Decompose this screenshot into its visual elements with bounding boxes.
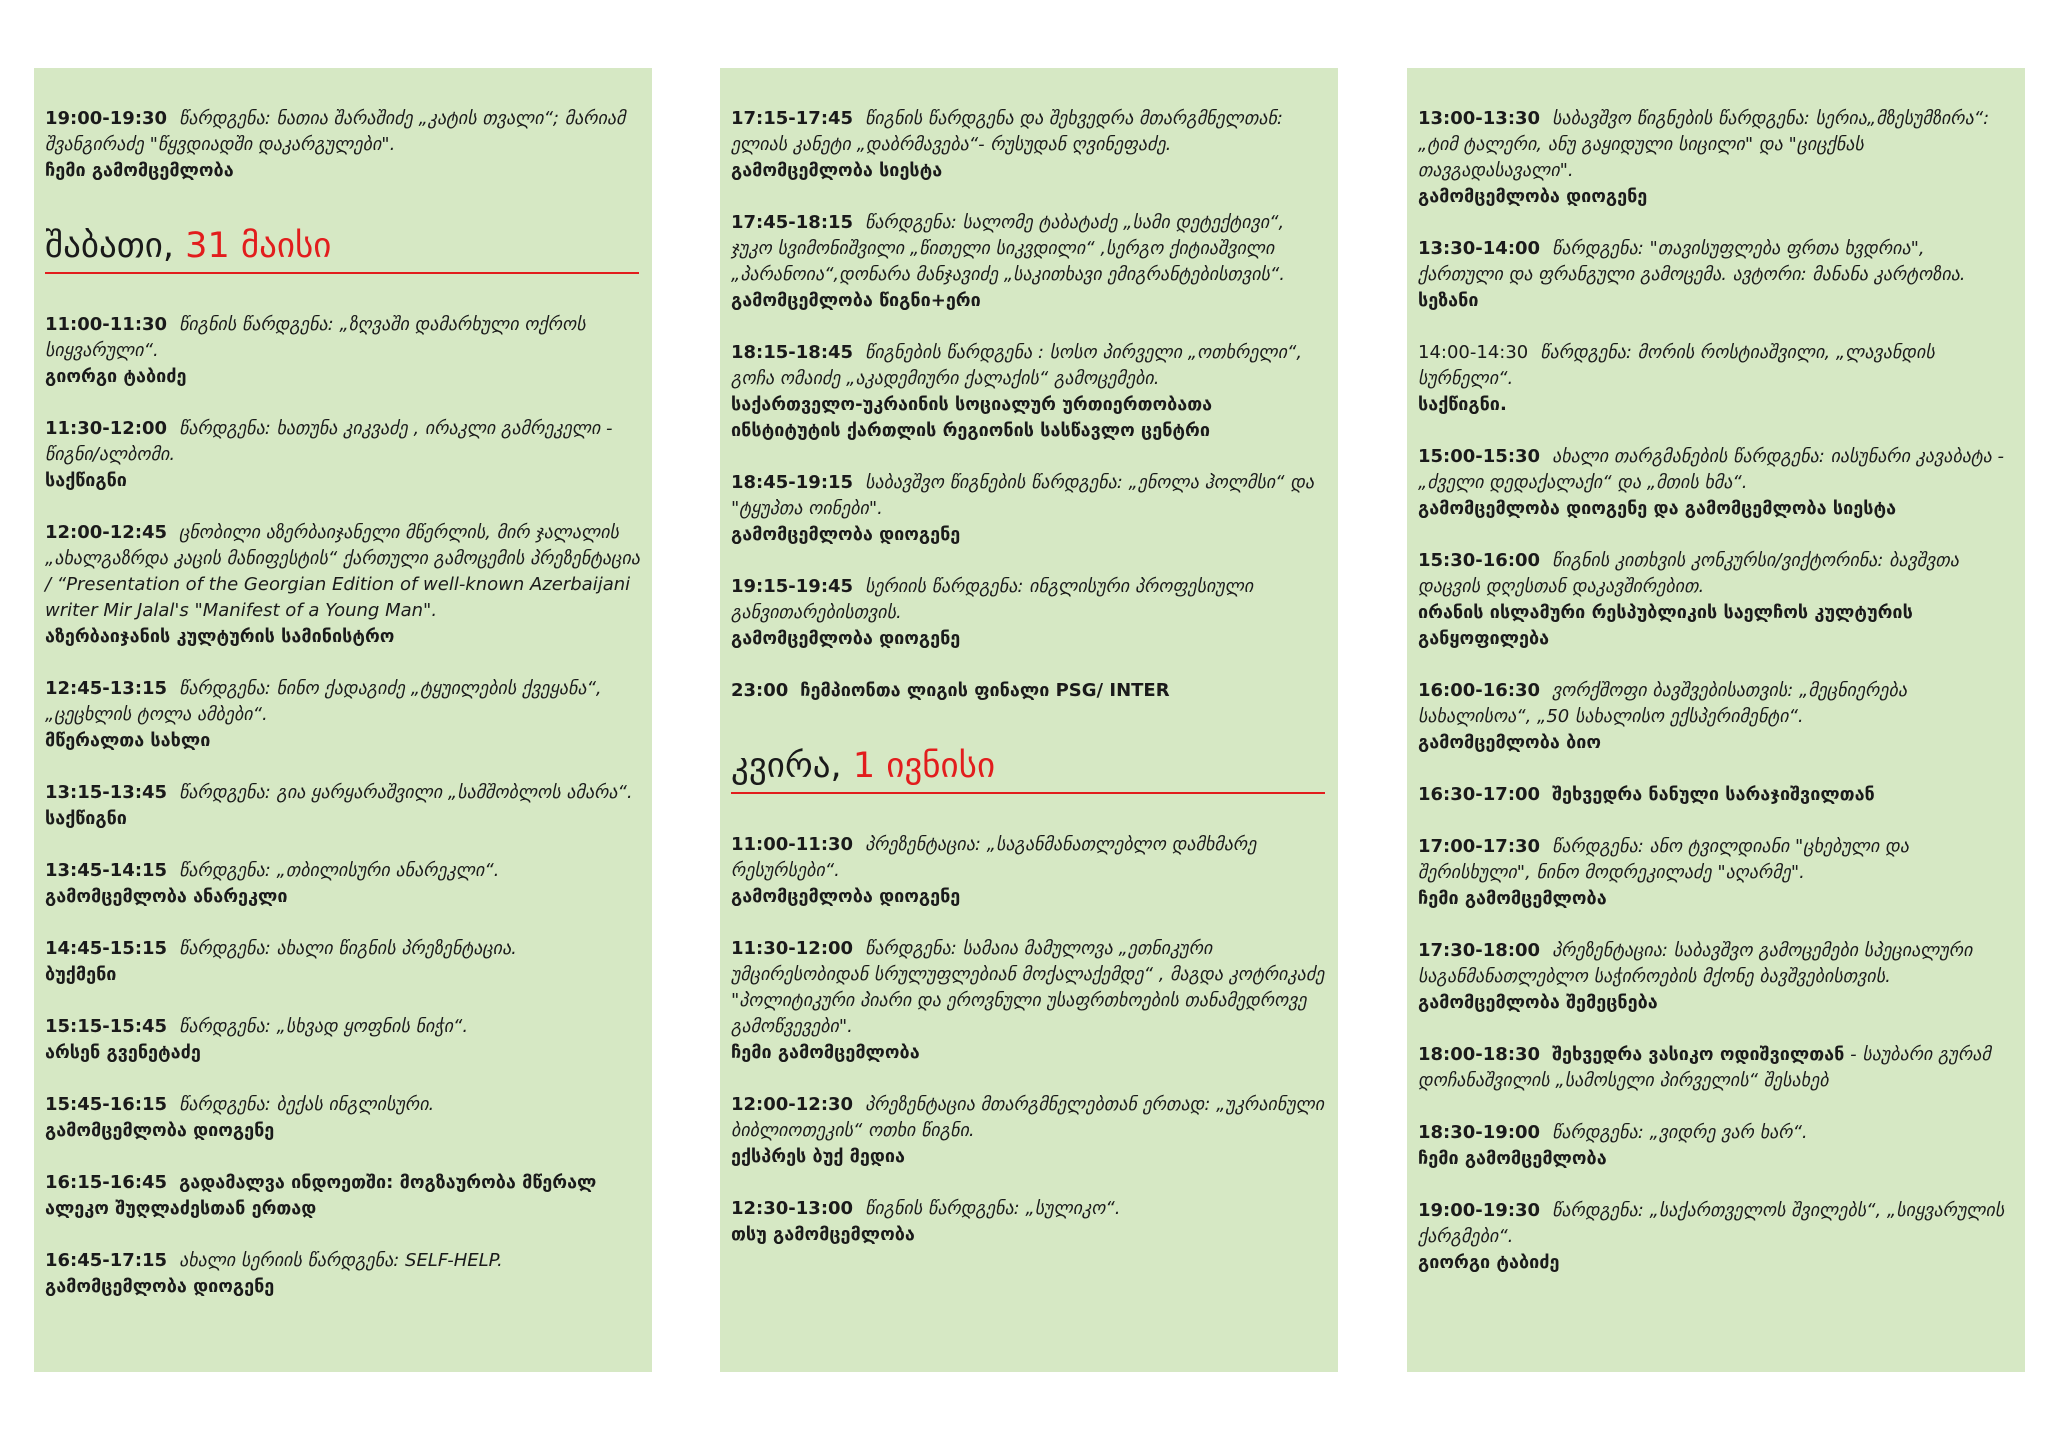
schedule-entry	[1418, 1042, 2013, 1094]
entry-description: წიგნის წარდგენა: „სულიკო“.	[865, 1198, 1121, 1219]
schedule-entry	[45, 1170, 640, 1222]
entry-publisher: გამომცემლობა დიოგენე	[731, 886, 961, 907]
entry-publisher: ჩემი გამომცემლობა	[1418, 1148, 1607, 1169]
schedule-entry	[731, 936, 1326, 1066]
schedule-column-1	[34, 68, 652, 1372]
schedule-entry	[1418, 678, 2013, 756]
entry-publisher: გამომცემლობა დიოგენე	[731, 628, 961, 649]
entry-description: წიგნის კითხვის კონკურსი/ვიქტორინა: ბავშვთა დაცვის დღესთან დაკავშირებით.	[1418, 550, 1959, 597]
entry-publisher: თსუ გამომცემლობა	[731, 1224, 915, 1245]
entry-description: წარდგენა: „თბილისური ანარეკლი“.	[179, 860, 500, 881]
entry-publisher: არსენ გვენეტაძე	[45, 1042, 201, 1063]
schedule-column-2	[720, 68, 1338, 1372]
entry-time: 18:45-19:15	[731, 472, 854, 493]
schedule-entry	[45, 1014, 640, 1066]
day-heading	[45, 224, 639, 274]
entry-time: 17:15-17:45	[731, 108, 854, 129]
schedule-entry	[731, 1092, 1326, 1170]
schedule-entry	[1418, 1198, 2013, 1276]
entry-time: 19:00-19:30	[45, 108, 168, 129]
entry-time: 12:45-13:15	[45, 678, 168, 699]
entry-time: 15:15-15:45	[45, 1016, 168, 1037]
entry-publisher: საქწიგნი	[45, 470, 127, 491]
entry-description: წიგნის წარდგენა: „ზღვაში დამარხული ოქროს სიყვარული“.	[45, 314, 586, 361]
entry-publisher: საქწიგნი	[45, 808, 127, 829]
entry-description: წარდგენა: ხათუნა კიკვაძე , ირაკლი გამრეკელი - წიგნი/ალბომი.	[45, 418, 613, 465]
entry-description: ვორქშოფი ბავშვებისათვის: „მეცნიერება სახალისოა“, „50 სახალისო ექსპერიმენტი“.	[1418, 680, 1907, 727]
entry-time: 18:00-18:30	[1418, 1044, 1541, 1065]
entry-publisher: ექსპრეს ბუქ მედია	[731, 1146, 906, 1167]
entry-time: 12:00-12:45	[45, 522, 168, 543]
entry-description: წარდგენა: ახალი წიგნის პრეზენტაცია.	[179, 938, 517, 959]
day-heading	[731, 744, 1325, 794]
entry-time: 13:45-14:15	[45, 860, 168, 881]
entry-description: წარდგენა: გია ყარყარაშვილი „სამშობლოს ამარა“.	[179, 782, 633, 803]
entry-publisher: საქართველო-უკრაინის სოციალურ ურთიერთობათა ინსტიტუტის ქართლის რეგიონის სასწავლო ცენტრი	[731, 394, 1213, 441]
entry-description: ახალი სერიის წარდგენა: SELF-HELP.	[179, 1250, 503, 1271]
schedule-entry	[45, 1092, 640, 1144]
entry-description: წარდგენა: "თავისუფლება ფრთა ხვდრია", ქართული და ფრანგული გამოცემა. ავტორი: მანანა კარტოზია.	[1418, 238, 1966, 285]
entry-time: 14:00-14:30	[1418, 342, 1529, 363]
entry-publisher: მწერალთა სახლი	[45, 730, 211, 751]
schedule-entry	[45, 676, 640, 754]
entry-time: 17:30-18:00	[1418, 940, 1541, 961]
schedule-entry	[731, 106, 1326, 184]
entry-description: წარდგენა: მორის როსტიაშვილი, „ლავანდის სურნელი“.	[1418, 342, 1935, 389]
entry-description: წარდგენა: სალომე ტაბატაძე „სამი დეტექტივი“, ჯუკო სვიმონიშვილი „წითელი სიკვდილი“ ,სერგო ქიტიაშვილი „პარანოია“,დონარა მანჯავიძე „საკითხავი ემიგრანტებისთვის“.	[731, 212, 1285, 285]
entry-time: 19:00-19:30	[1418, 1200, 1541, 1221]
entry-description: ახალი თარგმანების წარდგენა: იასუნარი კავაბატა - „ძველი დედაქალაქი“ და „მთის ხმა“.	[1418, 446, 2005, 493]
schedule-entry	[45, 312, 640, 390]
entry-description: წარდგენა: „სხვად ყოფნის ნიჭი“.	[179, 1016, 469, 1037]
entry-time: 23:00	[731, 680, 789, 701]
entry-time: 18:30-19:00	[1418, 1122, 1541, 1143]
entry-publisher: გამომცემლობა დიოგენე	[45, 1120, 275, 1141]
schedule-entry	[731, 1196, 1326, 1248]
entry-time: 11:30-12:00	[45, 418, 168, 439]
entry-time: 15:00-15:30	[1418, 446, 1541, 467]
schedule-entry	[1418, 834, 2013, 912]
entry-description: წარდგენა: ნათია შარაშიძე „კატის თვალი“; მარიამ შვანგირაძე "წყვდიადში დაკარგულები".	[45, 108, 626, 155]
schedule-entry	[1418, 340, 2013, 418]
entry-time: 13:15-13:45	[45, 782, 168, 803]
schedule-entry	[45, 520, 640, 650]
entry-description: გადამალვა ინდოეთში: მოგზაურობა მწერალ ალეკო შუღლაძესთან ერთად	[45, 1172, 597, 1219]
entry-description: პრეზენტაცია მთარგმნელებთან ერთად: „უკრაინული ბიბლიოთეკის“ ოთხი წიგნი.	[731, 1094, 1325, 1141]
schedule-entry	[731, 574, 1326, 652]
entry-publisher: გიორგი ტაბიძე	[1418, 1252, 1560, 1273]
entry-time: 18:15-18:45	[731, 342, 854, 363]
entry-description: ცნობილი აზერბაიჯანელი მწერლის, მირ ჯალალის „ახალგაზრდა კაცის მანიფესტის“ ქართული გამოცემის პრეზენტაცია / “Presentation of the Georgian Edition of well-known Azerbaijani writer Mir Jalal's "Manifest of a Young Man".	[45, 522, 640, 621]
entry-time: 11:00-11:30	[45, 314, 168, 335]
entry-time: 15:45-16:15	[45, 1094, 168, 1115]
entry-time: 16:15-16:45	[45, 1172, 168, 1193]
entry-publisher: გამომცემლობა სიესტა	[731, 160, 943, 181]
entry-description: პრეზენტაცია: „საგანმანათლებლო დამხმარე რესურსები“.	[731, 834, 1257, 881]
entry-description: სერიის წარდგენა: ინგლისური პროფესიული განვითარებისთვის.	[731, 576, 1254, 623]
entry-publisher: გამომცემლობა ბიო	[1418, 732, 1602, 753]
entry-time: 16:00-16:30	[1418, 680, 1541, 701]
schedule-entry	[1418, 548, 2013, 652]
entry-time: 11:00-11:30	[731, 834, 854, 855]
entry-description: წარდგენა: ნინო ქადაგიძე „ტყუილების ქვეყანა“, „ცეცხლის ტოლა ამბები“.	[45, 678, 602, 725]
schedule-entry	[45, 858, 640, 910]
entry-time: 17:45-18:15	[731, 212, 854, 233]
schedule-entry	[45, 1248, 640, 1300]
entry-description: წარდგენა: ბექას ინგლისური.	[179, 1094, 435, 1115]
entry-publisher: ბუქმენი	[45, 964, 117, 985]
day-name: კვირა,	[731, 746, 853, 786]
entry-publisher: გამომცემლობა წიგნი+ერი	[731, 290, 981, 311]
schedule-entry	[45, 106, 640, 184]
entry-description: შეხვედრა ვასიკო ოდიშვილთან - საუბარი გურამ დოჩანაშვილის „სამოსელი პირველის“ შესახებ	[1418, 1044, 1991, 1091]
entry-publisher: სეზანი	[1418, 290, 1479, 311]
day-date: 31 მაისი	[185, 226, 332, 266]
entry-time: 13:30-14:00	[1418, 238, 1541, 259]
entry-description: ჩემპიონთა ლიგის ფინალი PSG/ INTER	[800, 680, 1170, 701]
entry-description: წარდგენა: ანო ტვილდიანი "ცხებული და შერისხული", ნინო მოდრეკილაძე "აღარმე".	[1418, 836, 1909, 883]
entry-description: წარდგენა: „ვიდრე ვარ ხარ“.	[1552, 1122, 1808, 1143]
entry-time: 16:30-17:00	[1418, 784, 1541, 805]
entry-description: წიგნის წარდგენა და შეხვედრა მთარგმნელთან: ელიას კანეტი „დაბრმავება“- რუსუდან ღვინეფაძე.	[731, 108, 1283, 155]
schedule-entry	[731, 470, 1326, 548]
entry-publisher: ჩემი გამომცემლობა	[731, 1042, 920, 1063]
entry-publisher: გიორგი ტაბიძე	[45, 366, 187, 387]
entry-publisher: ჩემი გამომცემლობა	[1418, 888, 1607, 909]
entry-description: წიგნების წარდგენა : სოსო პირველი „ოთხრელი“, გოჩა ომაიძე „აკადემიური ქალაქის“ გამოცემები.	[731, 342, 1303, 389]
entry-publisher: ჩემი გამომცემლობა	[45, 160, 234, 181]
schedule-entry	[731, 678, 1326, 704]
entry-description: საბავშვო წიგნების წარდგენა: „ენოლა ჰოლმსი“ და "ტყუპთა ოინები".	[731, 472, 1315, 519]
day-name: შაბათი,	[45, 226, 186, 266]
entry-publisher: გამომცემლობა ანარეკლი	[45, 886, 288, 907]
entry-time: 19:15-19:45	[731, 576, 854, 597]
day-date: 1 ივნისი	[852, 746, 996, 786]
schedule-entry	[1418, 236, 2013, 314]
schedule-entry	[731, 340, 1326, 444]
entry-publisher: გამომცემლობა შემეცნება	[1418, 992, 1658, 1013]
entry-time: 14:45-15:15	[45, 938, 168, 959]
entry-description: შეხვედრა ნანული სარაჯიშვილთან	[1552, 784, 1875, 805]
entry-time: 17:00-17:30	[1418, 836, 1541, 857]
entry-time: 16:45-17:15	[45, 1250, 168, 1271]
entry-description: საბავშვო წიგნების წარდგენა: სერია„მზესუმზირა“: „ტიმ ტალერი, ანუ გაყიდული სიცილი" და "ციცქნას თავგადასავალი".	[1418, 108, 1990, 181]
entry-time: 12:00-12:30	[731, 1094, 854, 1115]
schedule-entry	[1418, 106, 2013, 210]
entry-publisher: საქწიგნი.	[1418, 394, 1507, 415]
schedule-entry	[1418, 1120, 2013, 1172]
entry-publisher: გამომცემლობა დიოგენე	[45, 1276, 275, 1297]
entry-time: 15:30-16:00	[1418, 550, 1541, 571]
entry-publisher: გამომცემლობა დიოგენე და გამომცემლობა სიესტა	[1418, 498, 1897, 519]
schedule-entry	[1418, 444, 2013, 522]
entry-time: 13:00-13:30	[1418, 108, 1541, 129]
schedule-entry	[45, 416, 640, 494]
schedule-entry	[731, 210, 1326, 314]
schedule-entry	[731, 832, 1326, 910]
entry-description: პრეზენტაცია: საბავშვო გამოცემები სპეციალური საგანმანათლებლო საჭიროების მქონე ბავშვებისთვის.	[1418, 940, 1973, 987]
entry-description: წარდგენა: „საქართველოს შვილებს“, „სიყვარულის ქარგმები“.	[1418, 1200, 2005, 1247]
schedule-entry	[45, 936, 640, 988]
entry-publisher: ირანის ისლამური რესპუბლიკის საელჩოს კულტურის განყოფილება	[1418, 602, 1913, 649]
entry-description: წარდგენა: სამაია მამულოვა „ეთნიკური უმცირესობიდან სრულუფლებიან მოქალაქემდე“ , მაგდა კოტრიკაძე "პოლიტიკური პიარი და ეროვნული უსაფრთხოების თანამედროვე გამოწვევები".	[731, 938, 1325, 1037]
entry-time: 11:30-12:00	[731, 938, 854, 959]
entry-time: 12:30-13:00	[731, 1198, 854, 1219]
schedule-column-3	[1407, 68, 2025, 1372]
entry-publisher: გამომცემლობა დიოგენე	[1418, 186, 1648, 207]
schedule-entry	[45, 780, 640, 832]
entry-publisher: გამომცემლობა დიოგენე	[731, 524, 961, 545]
schedule-entry	[1418, 782, 2013, 808]
entry-publisher: აზერბაიჯანის კულტურის სამინისტრო	[45, 626, 395, 647]
schedule-entry	[1418, 938, 2013, 1016]
